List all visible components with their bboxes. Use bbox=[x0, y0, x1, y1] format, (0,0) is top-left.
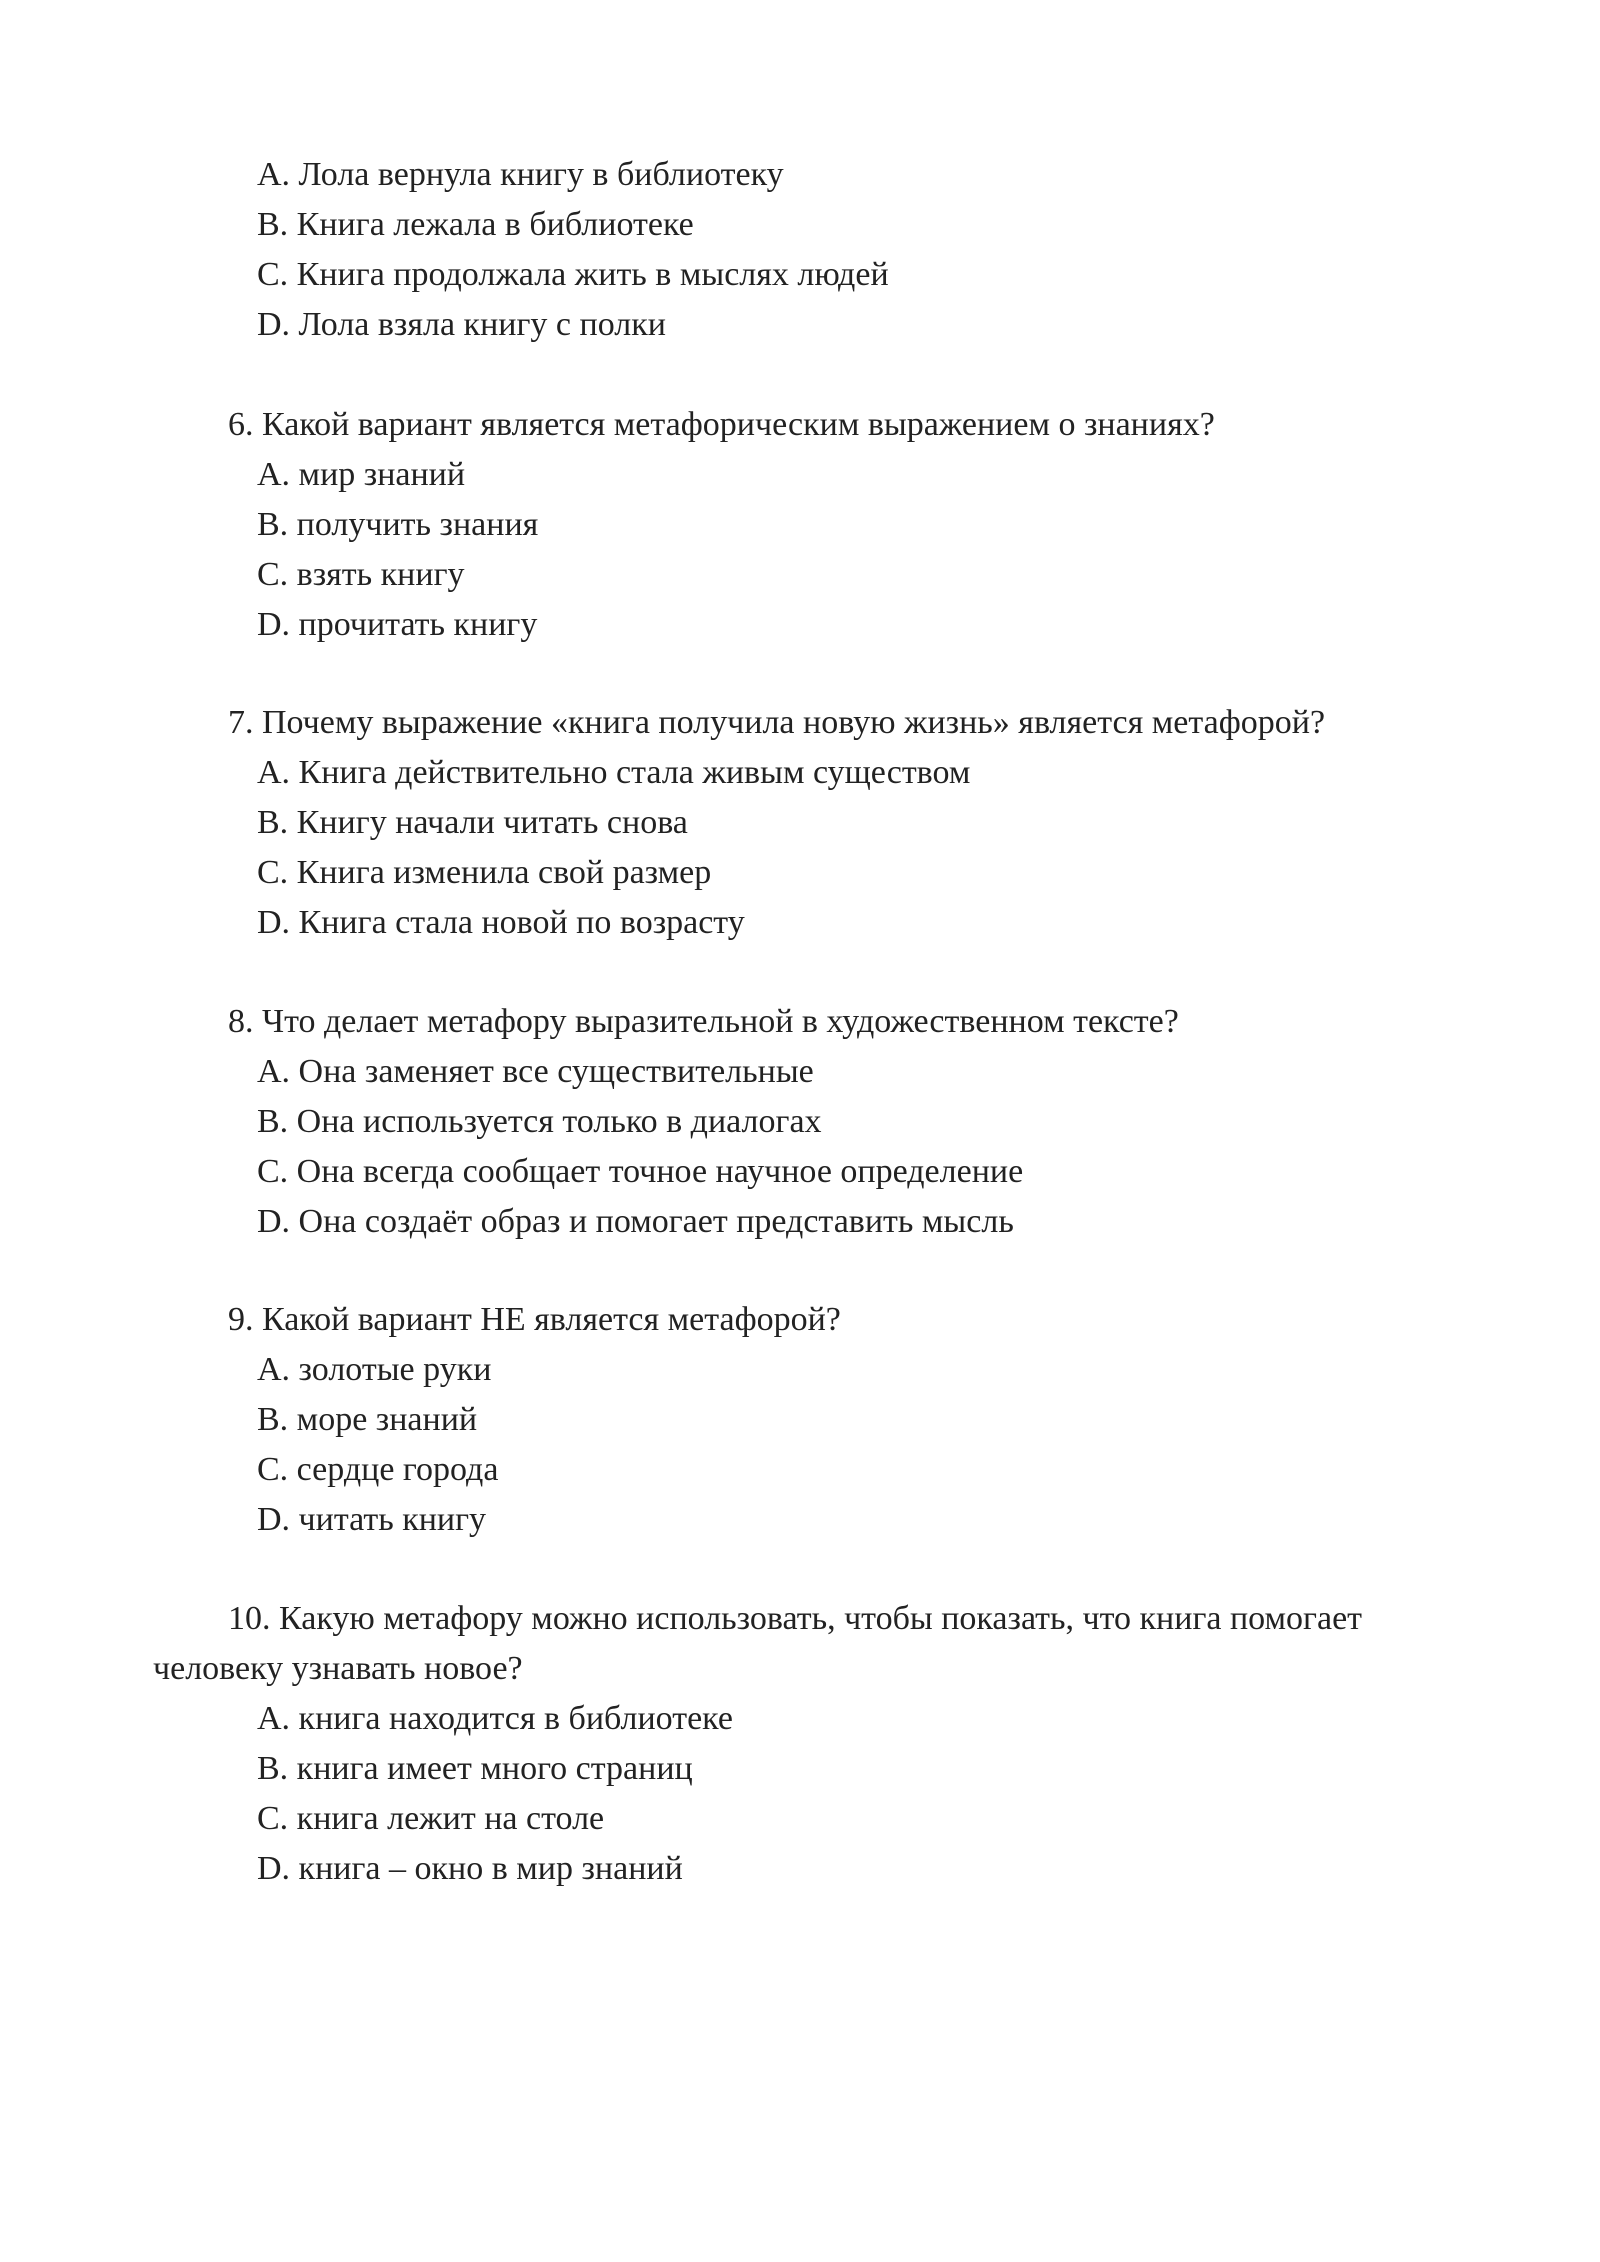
option-b: B. Она используется только в диалогах bbox=[257, 1103, 822, 1140]
option-a: A. мир знаний bbox=[257, 456, 466, 493]
option-d: D. Книга стала новой по возрасту bbox=[257, 904, 745, 941]
option-c: C. книга лежит на столе bbox=[257, 1800, 605, 1837]
question-10: 10. Какую метафору можно использовать, чтобы показать, что книга помогает bbox=[228, 1600, 1363, 1637]
option-a: A. книга находится в библиотеке bbox=[257, 1700, 733, 1737]
option-d: D. Лола взяла книгу с полки bbox=[257, 306, 666, 343]
question-6: 6. Какой вариант является метафорическим выражением о знаниях? bbox=[228, 406, 1215, 443]
option-a: A. Она заменяет все существительные bbox=[257, 1053, 814, 1090]
option-a: A. золотые руки bbox=[257, 1351, 492, 1388]
option-a: A. Лола вернула книгу в библиотеку bbox=[257, 156, 784, 193]
question-9: 9. Какой вариант НЕ является метафорой? bbox=[228, 1301, 841, 1338]
option-d: D. Она создаёт образ и помогает представить мысль bbox=[257, 1203, 1014, 1240]
option-b: B. книга имеет много страниц bbox=[257, 1750, 693, 1787]
option-c: C. Книга продолжала жить в мыслях людей bbox=[257, 256, 889, 293]
option-b: B. море знаний bbox=[257, 1401, 478, 1438]
option-d: D. читать книгу bbox=[257, 1501, 487, 1538]
option-d: D. прочитать книгу bbox=[257, 606, 538, 643]
question-8: 8. Что делает метафору выразительной в художественном тексте? bbox=[228, 1003, 1179, 1040]
option-b: B. Книга лежала в библиотеке bbox=[257, 206, 694, 243]
option-b: B. Книгу начали читать снова bbox=[257, 804, 688, 841]
option-d: D. книга – окно в мир знаний bbox=[257, 1850, 683, 1887]
option-c: C. Она всегда сообщает точное научное определение bbox=[257, 1153, 1024, 1190]
option-c: C. сердце города bbox=[257, 1451, 499, 1488]
option-a: A. Книга действительно стала живым существом bbox=[257, 754, 971, 791]
option-c: C. Книга изменила свой размер bbox=[257, 854, 712, 891]
option-b: B. получить знания bbox=[257, 506, 539, 543]
question-7: 7. Почему выражение «книга получила новую жизнь» является метафорой? bbox=[228, 704, 1326, 741]
option-c: C. взять книгу bbox=[257, 556, 465, 593]
question-10-continuation: человеку узнавать новое? bbox=[153, 1650, 523, 1687]
